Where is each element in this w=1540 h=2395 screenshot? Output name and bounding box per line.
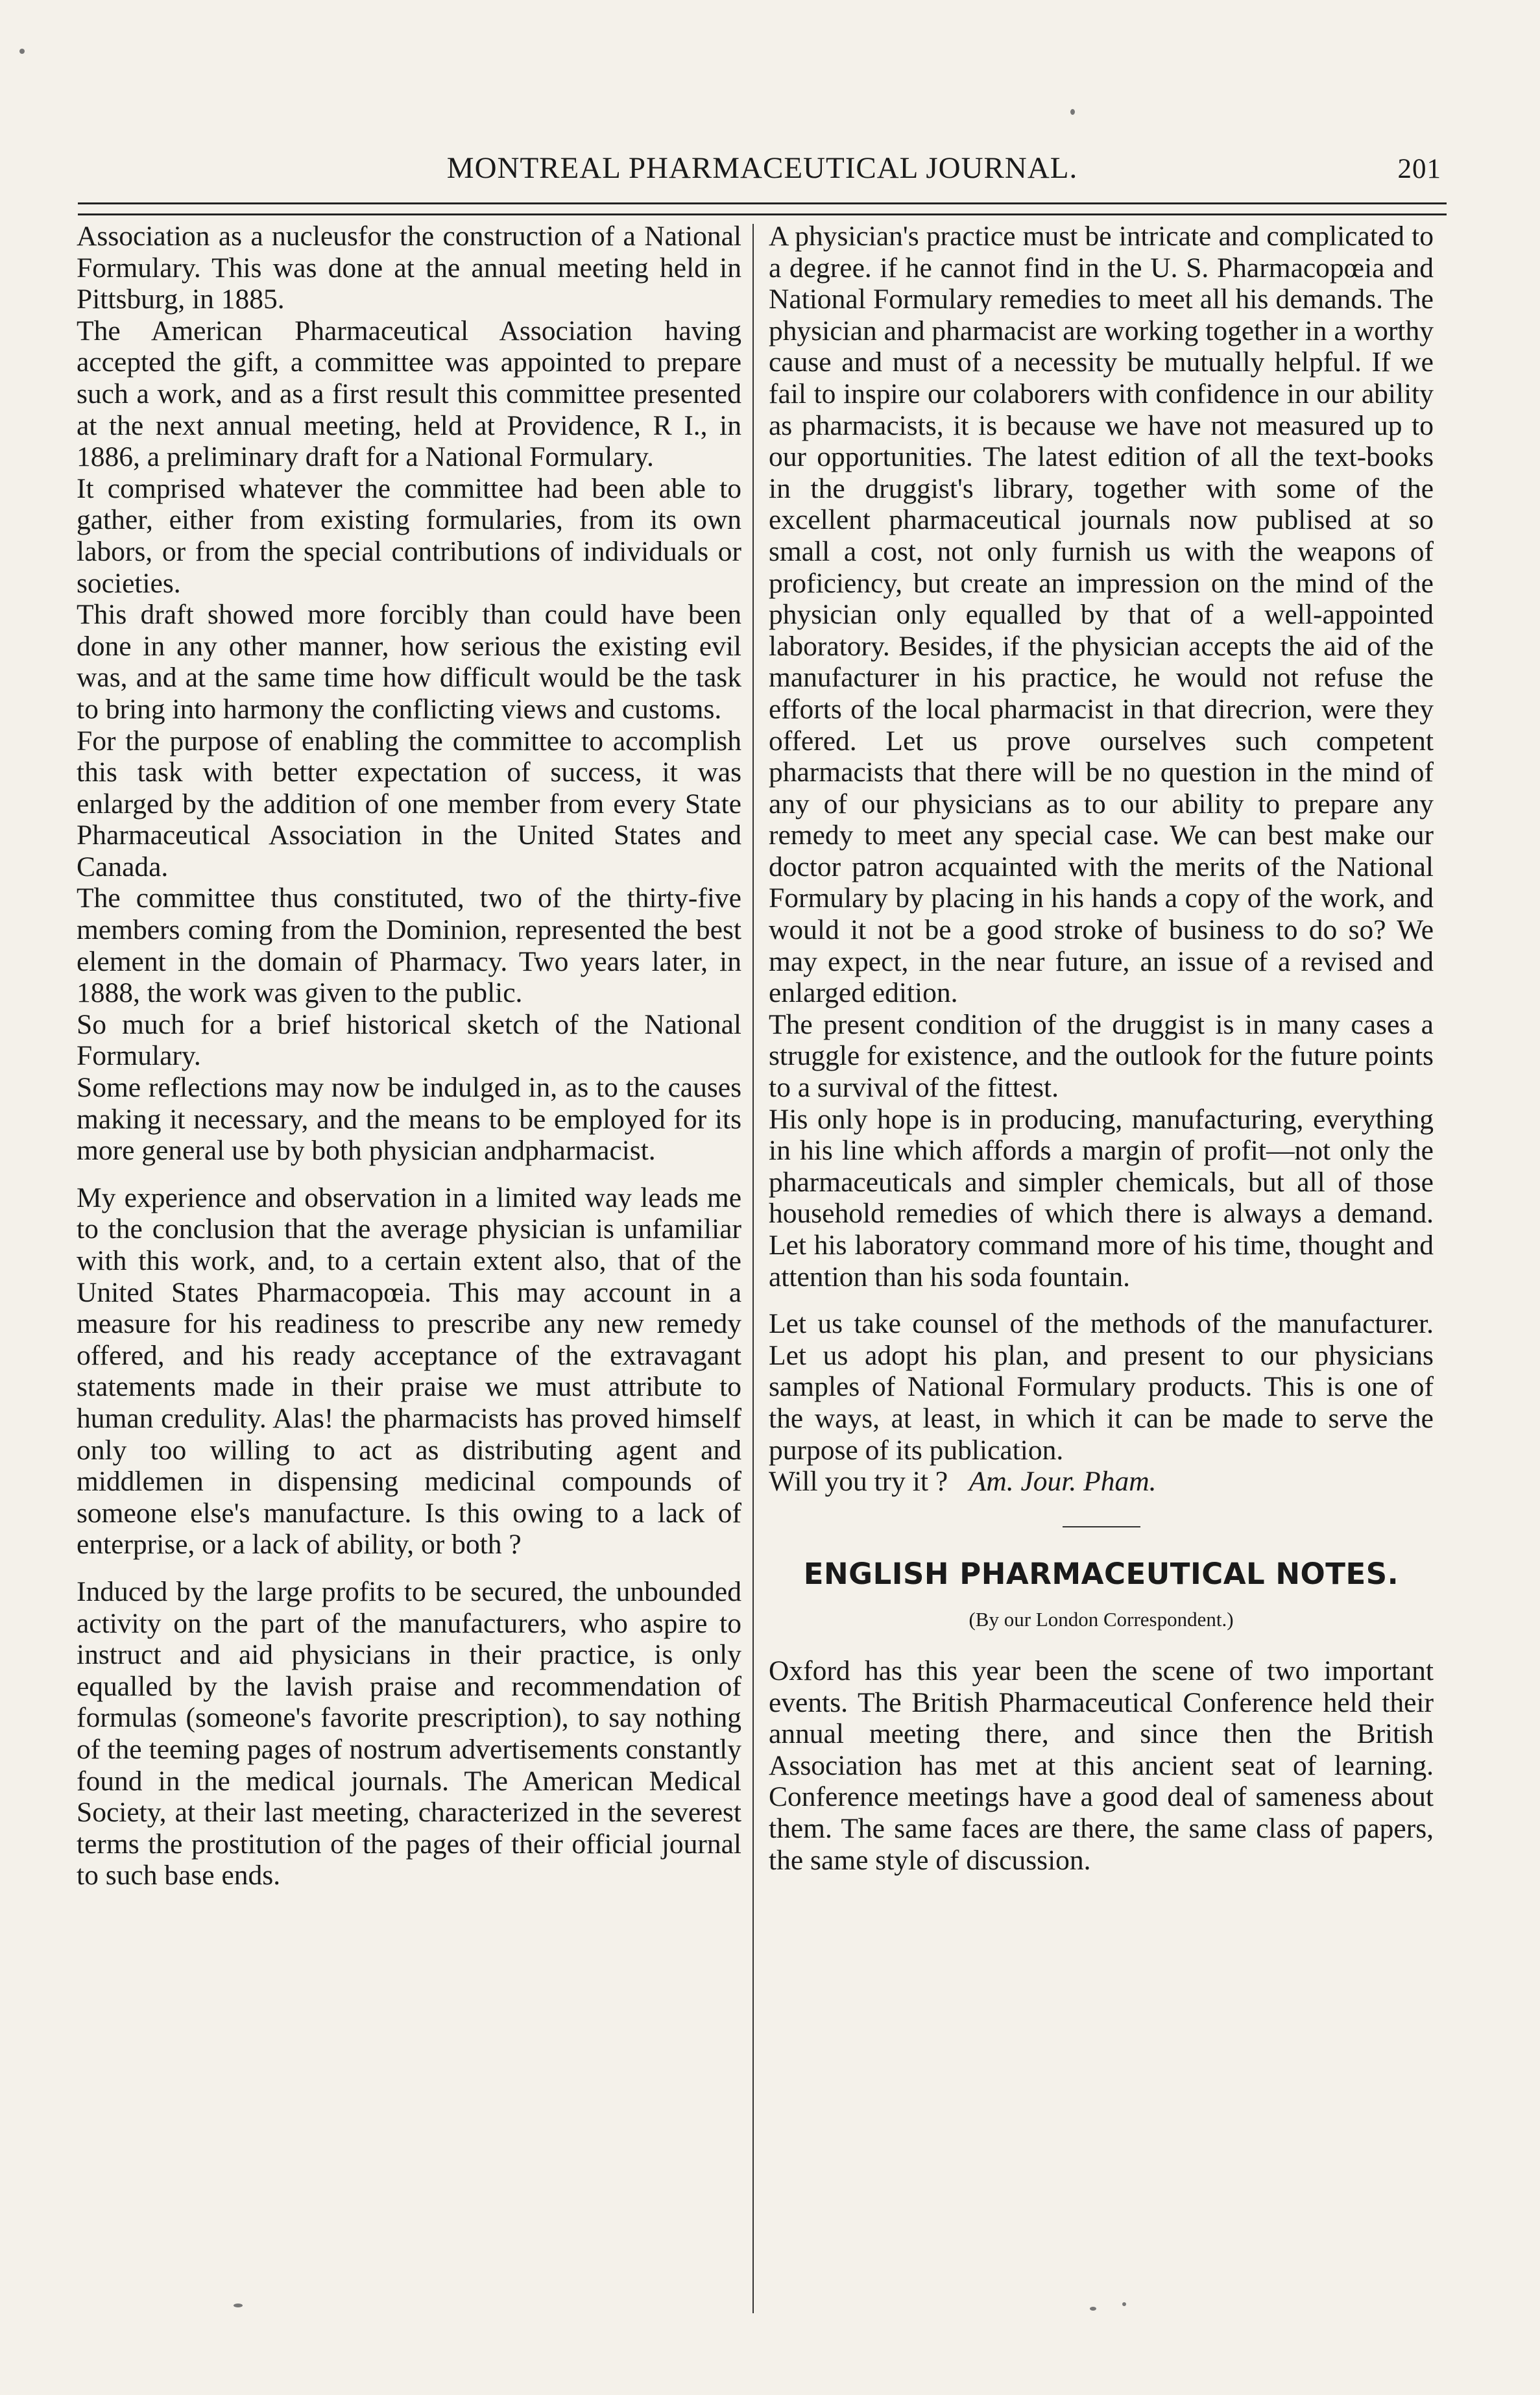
left-column bbox=[77, 221, 741, 2265]
paragraph: The committee thus constituted, two of the thirty-five members coming from the Dominion, represented the best element in the domain of Pharmacy. Two years later, in 1888, the work was given to the public. bbox=[77, 882, 741, 1009]
paragraph: My experience and observation in a limited way leads me to the conclusion that the average physician is unfamiliar with this work, and, to a certain extent also, that of the United States Pharmacopœia. This may account in a measure for his readiness to prescribe any new remedy offered, and his ready acceptance of the extravagant statements made in their praise we must attribute to human credulity. Alas! the pharmacists has proved himself only too willing to act as distributing agent and middlemen in dispensing medicinal compounds of someone else's manufacture. Is this owing to a lack of enterprise, or a lack of ability, or both ? bbox=[77, 1182, 741, 1561]
paragraph: Let us take counsel of the methods of the manufacturer. Let us adopt his plan, and present to our physicians samples of National Formulary products. This is one of the ways, at least, in which it can be made to serve the purpose of its publication. bbox=[769, 1308, 1434, 1466]
paragraph: So much for a brief historical sketch of the National Formulary. bbox=[77, 1008, 741, 1072]
column-divider bbox=[752, 224, 754, 2313]
paragraph: This draft showed more forcibly than could have been done in any other manner, how serious the existing evil was, and at the same time how difficult would be the task to bring into harmony the conflicting views and customs. bbox=[77, 599, 741, 725]
section-divider bbox=[1063, 1526, 1140, 1527]
running-header bbox=[78, 151, 1447, 189]
page-number: 201 bbox=[1397, 154, 1441, 184]
section-byline: (By our London Correspondent.) bbox=[969, 1608, 1234, 1631]
print-speck bbox=[1122, 2302, 1126, 2306]
article-signoff bbox=[769, 1466, 1434, 1498]
paragraph: For the purpose of enabling the committee to accomplish this task with better expectation of success, it was enlarged by the addition of one member from every State Pharmaceutical Association in the United States and Canada. bbox=[77, 725, 741, 882]
journal-title: MONTREAL PHARMACEUTICAL JOURNAL. bbox=[446, 151, 1078, 185]
paragraph: Some reflections may now be indulged in, as to the causes making it necessary, and the means to be employed for its more general use by both physician andpharmacist. bbox=[77, 1072, 741, 1167]
paragraph: A physician's practice must be intricate and complicated to a degree. if he cannot find in the U. S. Pharmacopœia and National Formulary remedies to meet all his demands. The physician and pharmacist are working together in a worthy cause and must of a necessity be mutually helpful. If we fail to inspire our colaborers with confidence in our ability as pharmacists, it is because we have not measured up to our opportunities. The latest edition of all the text-books in the druggist's library, together with some of the excellent pharmaceutical journals now publised at so small a cost, not only furnish us with the weapons of proficiency, but create an impression on the mind of the physician only equalled by that of a well-appointed laboratory. Besides, if the physician accepts the aid of the manufacturer in his practice, he would not refuse the efforts of the local pharmacist in that direcrion, were they offered. Let us prove ourselves such competent pharmacists that there will be no question in the mind of any of our physicians as to our ability to prepare any remedy to meet any special case. We can best make our doctor patron acquainted with the merits of the National Formulary by placing in his hands a copy of the work, and would it not be a good stroke of business to do so? We may expect, in the near future, an issue of a revised and enlarged edition. bbox=[769, 221, 1434, 1009]
header-double-rule bbox=[78, 202, 1447, 215]
paragraph: It comprised whatever the committee had been able to gather, either from existing formularies, from its own labors, or from the special contributions of individuals or societies. bbox=[77, 472, 741, 599]
paragraph: The American Pharmaceutical Association having accepted the gift, a committee was appointed to prepare such a work, and as a first result this committee presented at the next annual meeting, held at Providence, R I., in 1886, a preliminary draft for a National Formulary. bbox=[77, 315, 741, 473]
signoff-question: Will you try it ? bbox=[769, 1466, 948, 1498]
paragraph: Oxford has this year been the scene of two important events. The British Pharmaceutical Conference held their annual meeting there, and since then the British Association has met at this ancient seat of learning. Conference meetings have a good deal of sameness about them. The same faces are there, the same class of papers, the same style of discussion. bbox=[769, 1655, 1434, 1876]
print-speck bbox=[1070, 109, 1075, 115]
print-speck bbox=[1090, 2307, 1096, 2311]
print-speck bbox=[234, 2304, 243, 2307]
right-column bbox=[769, 221, 1434, 2265]
paragraph: His only hope is in producing, manufacturing, everything in his line which affords a margin of profit—not only the pharmaceuticals and simpler chemicals, but all of those household remedies of which there is always a demand. Let his laboratory command more of his time, thought and attention than his soda fountain. bbox=[769, 1103, 1434, 1293]
print-speck bbox=[19, 49, 25, 54]
paragraph: The present condition of the druggist is in many cases a struggle for existence, and the outlook for the future points to a survival of the fittest. bbox=[769, 1008, 1434, 1104]
section-title: ENGLISH PHARMACEUTICAL NOTES. bbox=[803, 1556, 1399, 1591]
paragraph: Induced by the large profits to be secured, the unbounded activity on the part of the manufacturers, who aspire to instruct and aid physicians in their practice, is only equalled by the lavish praise and recommendation of formulas (someone's favorite prescription), to say nothing of the teeming pages of nostrum advertisements constantly found in the medical journals. The American Medical Society, at their last meeting, characterized in the severest terms the prostitution of the pages of their official journal to such base ends. bbox=[77, 1575, 741, 1891]
paragraph: Association as a nucleusfor the construction of a National Formulary. This was done at the annual meeting held in Pittsburg, in 1885. bbox=[77, 221, 741, 315]
signoff-source: Am. Jour. Pham. bbox=[969, 1466, 1157, 1498]
